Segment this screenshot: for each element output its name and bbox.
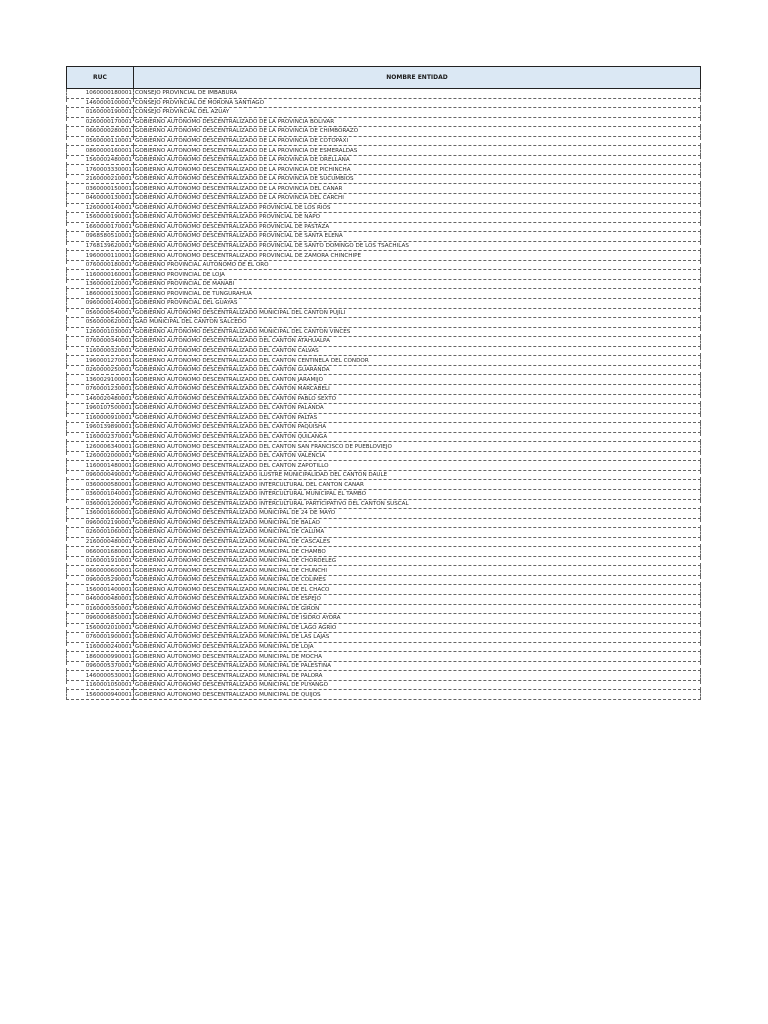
entity-name-cell: GOBIERNO PROVINCIAL DE TUNGURAHUA xyxy=(134,289,701,299)
entity-name-cell: GOBIERNO AUTONOMO DESCENTRALIZADO MUNICIPAL DEL CANTON VINCES xyxy=(134,327,701,337)
table-row xyxy=(67,661,701,671)
entity-name-cell: GOBIERNO AUTONOMO DESCENTRALIZADO DE LA PROVINCIA DEL CARCHI xyxy=(134,194,701,204)
table-row xyxy=(67,623,701,633)
entity-name-cell: GOBIERNO AUTONOMO DESCENTRALIZADO MUNICIPAL DE QUIJOS xyxy=(134,690,701,700)
table-row xyxy=(67,423,701,433)
ruc-cell: 1760003330001 xyxy=(67,165,134,175)
table-row xyxy=(67,556,701,566)
table-row xyxy=(67,575,701,585)
ruc-cell: 1060000180001 xyxy=(67,89,134,99)
table-row xyxy=(67,337,701,347)
table-row xyxy=(67,222,701,232)
ruc-cell: 0960005370001 xyxy=(67,661,134,671)
entity-name-cell: GOBIERNO AUTONOMO DESCENTRALIZADO MUNICIPAL DE EL CHACO xyxy=(134,585,701,595)
table-row xyxy=(67,614,701,624)
entity-name-cell: GOBIERNO AUTONOMO DESCENTRALIZADO DEL CANTON PALANDA xyxy=(134,404,701,414)
entity-name-cell: GOBIERNO AUTONOMO DESCENTRALIZADO DEL CANTON MARCABELI xyxy=(134,384,701,394)
entity-name-cell: CONSEJO PROVINCIAL DE MORONA SANTIAGO xyxy=(134,98,701,108)
ruc-cell: 1560002010001 xyxy=(67,623,134,633)
entity-name-cell: GOBIERNO AUTONOMO DESCENTRALIZADO DE LA PROVINCIA DE SUCUMBIOS xyxy=(134,174,701,184)
ruc-cell: 0660000600001 xyxy=(67,566,134,576)
table-row xyxy=(67,394,701,404)
table-row xyxy=(67,289,701,299)
table-row xyxy=(67,585,701,595)
entity-name-cell: GOBIERNO AUTONOMO DESCENTRALIZADO DEL CANTON CENTINELA DEL CONDOR xyxy=(134,356,701,366)
table-row xyxy=(67,232,701,242)
ruc-cell: 1460000100001 xyxy=(67,98,134,108)
entity-name-cell: GOBIERNO PROVINCIAL DEL GUAYAS xyxy=(134,299,701,309)
entity-name-cell: GOBIERNO AUTONOMO DESCENTRALIZADO DEL CANTON ZAPOTILLO xyxy=(134,461,701,471)
entity-name-cell: GOBIERNO AUTONOMO DESCENTRALIZADO INTERCULTURAL MUNICIPAL EL TAMBO xyxy=(134,489,701,499)
entity-name-cell: GOBIERNO AUTONOMO DESCENTRALIZADO DEL CANTON ATAHUALPA xyxy=(134,337,701,347)
entity-name-cell: GOBIERNO AUTONOMO DESCENTRALIZADO DEL CANTON PAQUISHA xyxy=(134,423,701,433)
table-row xyxy=(67,270,701,280)
entity-name-cell: GOBIERNO AUTONOMO DESCENTRALIZADO MUNICIPAL DE PALESTINA xyxy=(134,661,701,671)
entity-name-cell: GOBIERNO AUTONOMO DESCENTRALIZADO DE LA PROVINCIA DE PICHINCHA xyxy=(134,165,701,175)
ruc-cell: 1768139620001 xyxy=(67,241,134,251)
entity-name-cell: CONSEJO PROVINCIAL DE IMBABURA xyxy=(134,89,701,99)
ruc-cell: 1260002000001 xyxy=(67,451,134,461)
table-row xyxy=(67,480,701,490)
ruc-cell: 1960001270001 xyxy=(67,356,134,366)
ruc-cell: 1460000530001 xyxy=(67,671,134,681)
entity-name-cell: GOBIERNO AUTONOMO DESCENTRALIZADO ILUSTRE MUNICIPALIDAD DEL CANTON DAULE xyxy=(134,470,701,480)
entity-name-cell: GOBIERNO AUTONOMO DESCENTRALIZADO DEL CANTON QUILANGA xyxy=(134,432,701,442)
ruc-cell: 1160002370001 xyxy=(67,432,134,442)
table-row xyxy=(67,356,701,366)
entity-name-cell: GOBIERNO AUTONOMO DESCENTRALIZADO PROVINCIAL DE LOS RIOS xyxy=(134,203,701,213)
table-row xyxy=(67,690,701,700)
entity-name-cell: GOBIERNO AUTONOMO DESCENTRALIZADO MUNICIPAL DE 24 DE MAYO xyxy=(134,509,701,519)
entity-table xyxy=(66,66,701,700)
table-row xyxy=(67,365,701,375)
ruc-cell: 0460000480001 xyxy=(67,594,134,604)
entity-name-cell: GOBIERNO AUTONOMO DESCENTRALIZADO PROVINCIAL DE SANTA ELENA xyxy=(134,232,701,242)
entity-name-cell: GOBIERNO AUTONOMO DESCENTRALIZADO MUNICIPAL DE GIRON xyxy=(134,604,701,614)
table-row xyxy=(67,127,701,137)
table-row xyxy=(67,98,701,108)
table-body xyxy=(67,89,701,700)
table-row xyxy=(67,537,701,547)
ruc-cell: 1560002480001 xyxy=(67,155,134,165)
table-row xyxy=(67,604,701,614)
entity-name-cell: GOBIERNO AUTONOMO DESCENTRALIZADO PROVINCIAL DE SANTO DOMINGO DE LOS TSACHILAS xyxy=(134,241,701,251)
ruc-cell: 1360001600001 xyxy=(67,509,134,519)
table-row xyxy=(67,155,701,165)
ruc-cell: 0260001060001 xyxy=(67,528,134,538)
entity-name-cell: GAD MUNICIPAL DEL CANTON SALCEDO xyxy=(134,318,701,328)
entity-name-cell: GOBIERNO AUTONOMO DESCENTRALIZADO MUNICIPAL DE PUYANGO xyxy=(134,680,701,690)
entity-name-cell: GOBIERNO AUTONOMO DESCENTRALIZADO DEL CANTON GUARANDA xyxy=(134,365,701,375)
entity-name-cell: GOBIERNO AUTONOMO DESCENTRALIZADO INTERCULTURAL DEL CANTON CANAR xyxy=(134,480,701,490)
ruc-cell: 1560001400001 xyxy=(67,585,134,595)
ruc-cell: 0260000170001 xyxy=(67,117,134,127)
ruc-cell: 0960000140001 xyxy=(67,299,134,309)
table-row xyxy=(67,241,701,251)
ruc-cell: 0968580510001 xyxy=(67,232,134,242)
ruc-cell: 0960006850001 xyxy=(67,614,134,624)
ruc-cell: 1560000940001 xyxy=(67,690,134,700)
entity-name-cell: GOBIERNO AUTONOMO DESCENTRALIZADO MUNICIPAL DE CASCALES xyxy=(134,537,701,547)
entity-name-cell: GOBIERNO AUTONOMO DESCENTRALIZADO MUNICIPAL DE MOCHA xyxy=(134,652,701,662)
ruc-cell: 1260001030001 xyxy=(67,327,134,337)
entity-name-cell: GOBIERNO AUTONOMO DESCENTRALIZADO DE LA PROVINCIA DE ESMERALDAS xyxy=(134,146,701,156)
ruc-cell: 1260000140001 xyxy=(67,203,134,213)
entity-name-cell: GOBIERNO AUTONOMO DESCENTRALIZADO DE LA PROVINCIA DEL CANAR xyxy=(134,184,701,194)
table-row xyxy=(67,413,701,423)
table-row xyxy=(67,384,701,394)
table-row xyxy=(67,136,701,146)
ruc-cell: 0360001040001 xyxy=(67,489,134,499)
ruc-cell: 0260000250001 xyxy=(67,365,134,375)
entity-name-cell: GOBIERNO AUTONOMO DESCENTRALIZADO DEL CANTON PALTAS xyxy=(134,413,701,423)
table-row xyxy=(67,346,701,356)
table-row xyxy=(67,566,701,576)
entity-name-cell: GOBIERNO AUTONOMO DESCENTRALIZADO INTERCULTURAL PARTICIPATIVO DEL CANTON SUSCAL xyxy=(134,499,701,509)
column-header-ruc: RUC xyxy=(67,67,134,89)
entity-name-cell: GOBIERNO AUTONOMO DESCENTRALIZADO DEL CANTON SAN FRANCISCO DE PUEBLOVIEJO xyxy=(134,442,701,452)
entity-name-cell: GOBIERNO PROVINCIAL DE LOJA xyxy=(134,270,701,280)
ruc-cell: 0960005290001 xyxy=(67,575,134,585)
table-row xyxy=(67,489,701,499)
table-row xyxy=(67,213,701,223)
table-row xyxy=(67,594,701,604)
entity-name-cell: GOBIERNO AUTONOMO DESCENTRALIZADO DE LA PROVINCIA DE ORELLANA xyxy=(134,155,701,165)
ruc-cell: 0960000490001 xyxy=(67,470,134,480)
table-row xyxy=(67,404,701,414)
ruc-cell: 0760001900001 xyxy=(67,633,134,643)
table-row xyxy=(67,146,701,156)
table-row xyxy=(67,528,701,538)
entity-name-cell: GOBIERNO AUTONOMO DESCENTRALIZADO MUNICIPAL DE CHUNCHI xyxy=(134,566,701,576)
table-row xyxy=(67,461,701,471)
table-row xyxy=(67,680,701,690)
table-row xyxy=(67,89,701,99)
ruc-cell: 0460000130001 xyxy=(67,194,134,204)
table-row xyxy=(67,547,701,557)
ruc-cell: 1460020480001 xyxy=(67,394,134,404)
ruc-cell: 1960000110001 xyxy=(67,251,134,261)
ruc-cell: 0360001200001 xyxy=(67,499,134,509)
table-row xyxy=(67,203,701,213)
entity-name-cell: GOBIERNO AUTONOMO DESCENTRALIZADO MUNICIPAL DE CHAMBO xyxy=(134,547,701,557)
table-row xyxy=(67,671,701,681)
ruc-cell: 1960139890001 xyxy=(67,423,134,433)
ruc-cell: 0160000190001 xyxy=(67,108,134,118)
table-row xyxy=(67,451,701,461)
table-row xyxy=(67,327,701,337)
table-row xyxy=(67,108,701,118)
entity-name-cell: GOBIERNO AUTONOMO DESCENTRALIZADO MUNICIPAL DE CHORDELEG xyxy=(134,556,701,566)
ruc-cell: 2160000480001 xyxy=(67,537,134,547)
entity-name-cell: GOBIERNO AUTONOMO DESCENTRALIZADO MUNICIPAL DE LAS LAJAS xyxy=(134,633,701,643)
ruc-cell: 0160001910001 xyxy=(67,556,134,566)
entity-name-cell: GOBIERNO AUTONOMO DESCENTRALIZADO DE LA PROVINCIA BOLIVAR xyxy=(134,117,701,127)
table-header-row xyxy=(67,67,701,89)
ruc-cell: 1960107500001 xyxy=(67,404,134,414)
entity-name-cell: GOBIERNO AUTONOMO DESCENTRALIZADO DE LA PROVINCIA DE CHIMBORAZO xyxy=(134,127,701,137)
entity-name-cell: GOBIERNO AUTONOMO DESCENTRALIZADO MUNICIPAL DE ISIDRO AYORA xyxy=(134,614,701,624)
table-row xyxy=(67,308,701,318)
ruc-cell: 2160000210001 xyxy=(67,174,134,184)
table-row xyxy=(67,470,701,480)
table-row xyxy=(67,165,701,175)
ruc-cell: 1360000120001 xyxy=(67,279,134,289)
column-header-nombre-entidad: NOMBRE ENTIDAD xyxy=(134,67,701,89)
entity-name-cell: GOBIERNO AUTONOMO DESCENTRALIZADO MUNICIPAL DE BALAO xyxy=(134,518,701,528)
ruc-cell: 0560000110001 xyxy=(67,136,134,146)
ruc-cell: 0760001230001 xyxy=(67,384,134,394)
ruc-cell: 0360000150001 xyxy=(67,184,134,194)
entity-name-cell: GOBIERNO AUTONOMO DESCENTRALIZADO PROVINCIAL DE PASTAZA xyxy=(134,222,701,232)
ruc-cell: 0660000280001 xyxy=(67,127,134,137)
ruc-cell: 0360000580001 xyxy=(67,480,134,490)
entity-name-cell: GOBIERNO AUTONOMO DESCENTRALIZADO MUNICIPAL DE COLIMES xyxy=(134,575,701,585)
ruc-cell: 1660000170001 xyxy=(67,222,134,232)
entity-name-cell: GOBIERNO AUTONOMO DESCENTRALIZADO DE LA PROVINCIA DE COTOPAXI xyxy=(134,136,701,146)
ruc-cell: 1860000990001 xyxy=(67,652,134,662)
entity-name-cell: GOBIERNO AUTONOMO DESCENTRALIZADO MUNICIPAL DE PALORA xyxy=(134,671,701,681)
ruc-cell: 1560000190001 xyxy=(67,213,134,223)
entity-name-cell: GOBIERNO AUTONOMO DESCENTRALIZADO MUNICIPAL DE ESPEJO xyxy=(134,594,701,604)
table-row xyxy=(67,251,701,261)
table-row xyxy=(67,184,701,194)
entity-name-cell: GOBIERNO PROVINCIAL DE MANABI xyxy=(134,279,701,289)
ruc-cell: 0560000540001 xyxy=(67,308,134,318)
ruc-cell: 1360029100001 xyxy=(67,375,134,385)
ruc-cell: 1160000160001 xyxy=(67,270,134,280)
ruc-cell: 0760000340001 xyxy=(67,337,134,347)
entity-name-cell: GOBIERNO AUTONOMO DESCENTRALIZADO DEL CANTON CALVAS xyxy=(134,346,701,356)
table-row xyxy=(67,509,701,519)
table-row xyxy=(67,652,701,662)
ruc-cell: 1160001480001 xyxy=(67,461,134,471)
table-row xyxy=(67,279,701,289)
ruc-cell: 0860000160001 xyxy=(67,146,134,156)
table-row xyxy=(67,499,701,509)
entity-table-sheet xyxy=(66,66,700,700)
table-row xyxy=(67,518,701,528)
ruc-cell: 0160000350001 xyxy=(67,604,134,614)
table-row xyxy=(67,194,701,204)
entity-name-cell: GOBIERNO AUTONOMO DESCENTRALIZADO PROVINCIAL DE NAPO xyxy=(134,213,701,223)
ruc-cell: 0760000180001 xyxy=(67,260,134,270)
ruc-cell: 1860000130001 xyxy=(67,289,134,299)
entity-name-cell: GOBIERNO AUTONOMO DESCENTRALIZADO MUNICIPAL DE CALUMA xyxy=(134,528,701,538)
entity-name-cell: GOBIERNO PROVINCIAL AUTONOMO DE EL ORO xyxy=(134,260,701,270)
ruc-cell: 0560000620001 xyxy=(67,318,134,328)
entity-name-cell: GOBIERNO AUTONOMO DESCENTRALIZADO DEL CANTON PABLO SEXTO xyxy=(134,394,701,404)
table-row xyxy=(67,442,701,452)
table-row xyxy=(67,117,701,127)
table-row xyxy=(67,375,701,385)
ruc-cell: 1260006340001 xyxy=(67,442,134,452)
ruc-cell: 1160000910001 xyxy=(67,413,134,423)
entity-name-cell: GOBIERNO AUTONOMO DESCENTRALIZADO MUNICIPAL DE LOJA xyxy=(134,642,701,652)
ruc-cell: 0660001680001 xyxy=(67,547,134,557)
entity-name-cell: GOBIERNO AUTONOMO DESCENTRALIZADO MUNICIPAL DEL CANTON PUJILI xyxy=(134,308,701,318)
table-row xyxy=(67,642,701,652)
entity-name-cell: GOBIERNO AUTONOMO DESCENTRALIZADO DEL CANTON VALENCIA xyxy=(134,451,701,461)
table-row xyxy=(67,260,701,270)
ruc-cell: 1160000240001 xyxy=(67,642,134,652)
table-row xyxy=(67,174,701,184)
ruc-cell: 1160000320001 xyxy=(67,346,134,356)
table-row xyxy=(67,318,701,328)
table-row xyxy=(67,432,701,442)
table-row xyxy=(67,299,701,309)
ruc-cell: 0960002190001 xyxy=(67,518,134,528)
entity-name-cell: GOBIERNO AUTONOMO DESCENTRALIZADO PROVINCIAL DE ZAMORA CHINCHIPE xyxy=(134,251,701,261)
entity-name-cell: GOBIERNO AUTONOMO DESCENTRALIZADO DEL CANTON JARAMIJO xyxy=(134,375,701,385)
entity-name-cell: GOBIERNO AUTONOMO DESCENTRALIZADO MUNICIPAL DE LAGO AGRIO xyxy=(134,623,701,633)
ruc-cell: 1160001050001 xyxy=(67,680,134,690)
table-row xyxy=(67,633,701,643)
entity-name-cell: CONSEJO PROVINCIAL DEL AZUAY xyxy=(134,108,701,118)
